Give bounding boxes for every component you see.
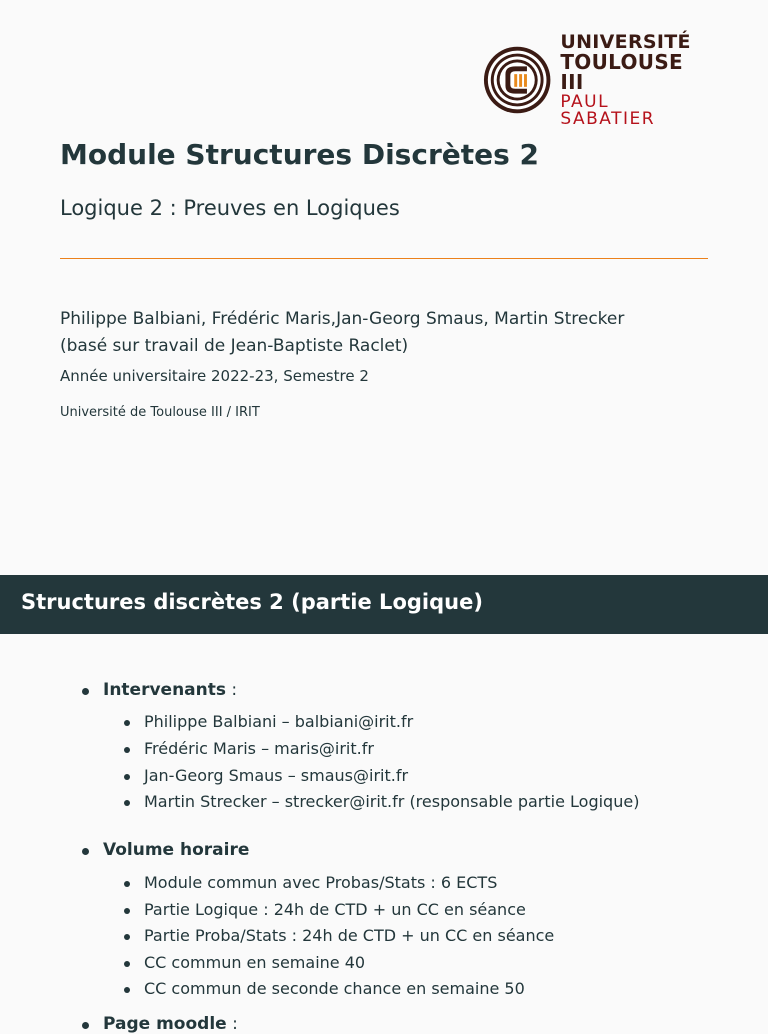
- bullet-icon: [82, 688, 89, 695]
- logo-line-universite: UNIVERSITÉ: [560, 30, 691, 53]
- bullet-icon: [124, 720, 130, 726]
- presentation-title: Module Structures Discrètes 2: [60, 138, 540, 171]
- logo-line-toulouse: TOULOUSE III: [560, 49, 683, 94]
- section-heading-suffix: :: [226, 1014, 238, 1034]
- list-item-text: Jan-Georg Smaus – smaus@irit.fr: [144, 766, 409, 785]
- bullet-icon: [124, 800, 130, 806]
- bullet-icon: [124, 908, 130, 914]
- authors-credit-line: (basé sur travail de Jean-Baptiste Raclet): [60, 336, 409, 356]
- title-divider: [60, 258, 708, 259]
- bullet-icon: [124, 987, 130, 993]
- bullet-icon: [124, 747, 130, 753]
- bullet-icon: [82, 1022, 89, 1029]
- list-item-text: Partie Logique : 24h de CTD + un CC en séance: [144, 900, 526, 919]
- authors-line: Philippe Balbiani, Frédéric Maris,Jan-Georg Smaus, Martin Strecker: [60, 309, 625, 329]
- list-item-text: CC commun en semaine 40: [144, 953, 366, 972]
- bullet-icon: [124, 774, 130, 780]
- section-heading: Intervenants: [103, 680, 227, 700]
- frame-title-bar: [0, 575, 768, 634]
- logo-line-sabatier: PAUL SABATIER: [560, 91, 656, 129]
- frame-title: Structures discrètes 2 (partie Logique): [21, 590, 483, 614]
- list-item-text: Philippe Balbiani – balbiani@irit.fr: [144, 712, 414, 731]
- slide-content: [0, 634, 768, 1034]
- section-heading: Page moodle: [103, 1014, 227, 1034]
- bullet-icon: [124, 961, 130, 967]
- authors-block: [60, 306, 624, 360]
- bullet-icon: [124, 881, 130, 887]
- section-heading-suffix: :: [226, 680, 238, 700]
- institution: Université de Toulouse III / IRIT: [60, 405, 260, 420]
- list-item-text: Partie Proba/Stats : 24h de CTD + un CC en séance: [144, 926, 555, 945]
- list-item-text: Module commun avec Probas/Stats : 6 ECTS: [144, 873, 498, 892]
- university-logo: [482, 30, 710, 129]
- list-item-text: Frédéric Maris – maris@irit.fr: [144, 739, 374, 758]
- list-item-text: Martin Strecker – strecker@irit.fr (responsable partie Logique): [144, 792, 640, 811]
- bullet-icon: [82, 848, 89, 855]
- bullet-icon: [124, 934, 130, 940]
- list-item-text: CC commun de seconde chance en semaine 50: [144, 979, 525, 998]
- presentation-subtitle: Logique 2 : Preuves en Logiques: [60, 196, 400, 220]
- university-seal-icon: [482, 44, 552, 116]
- section-heading: Volume horaire: [103, 840, 250, 860]
- academic-year: Année universitaire 2022-23, Semestre 2: [60, 367, 369, 385]
